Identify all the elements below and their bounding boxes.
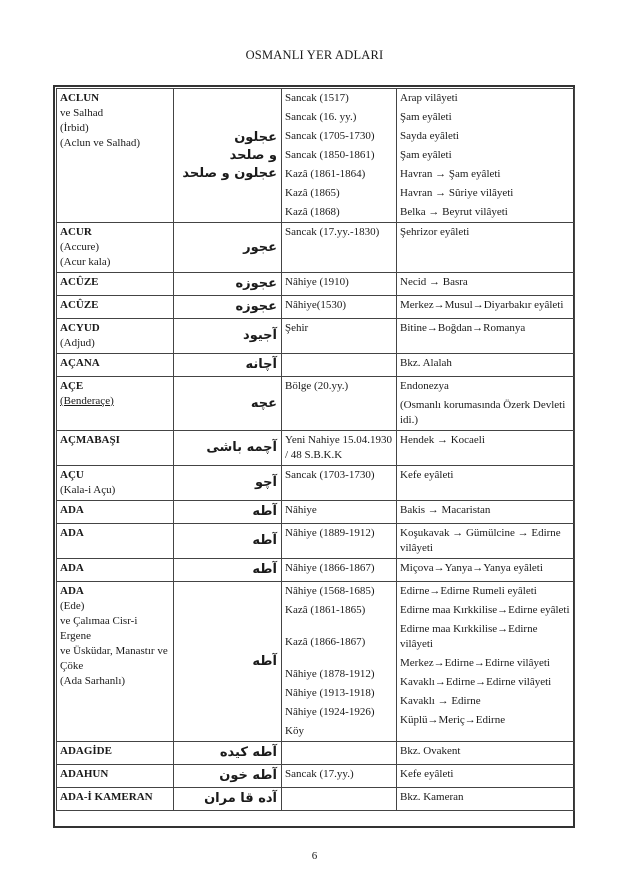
region-text: Miçova→Yanya→Yanya eyâleti — [400, 562, 543, 574]
table-row — [57, 273, 575, 296]
region-text: (Osmanlı korumasında Özerk Devleti idi.) — [400, 399, 566, 426]
admin-unit: Nâhiye (1913-1918) — [285, 687, 375, 699]
arabic-name: آطه — [252, 562, 277, 577]
place-name-cell — [57, 765, 174, 788]
admin-unit-cell — [282, 273, 397, 296]
place-name: ADA — [60, 527, 84, 539]
region-text: Küplü→Meriç→Edirne — [400, 714, 506, 726]
place-name: ADAGİDE — [60, 745, 112, 757]
admin-unit: Nâhiye (1866-1867) — [285, 562, 375, 574]
admin-unit-cell — [282, 742, 397, 765]
admin-unit: Sancak (1705-1730) — [285, 130, 375, 142]
table-row — [57, 559, 575, 582]
arabic-script-cell — [174, 377, 282, 431]
admin-unit: Şehir — [285, 322, 309, 334]
admin-unit-cell — [282, 354, 397, 377]
place-alias: (Ada Sarhanlı) — [60, 675, 126, 687]
region-text: Koşukavak → Gümülcine → Edirne vilâyeti — [400, 527, 561, 554]
arabic-script-cell — [174, 466, 282, 501]
arabic-script-cell — [174, 788, 282, 811]
place-alias: ve Çalımaa Cisr-i Ergene — [60, 615, 138, 642]
arabic-name: آچمه باشى — [206, 440, 277, 455]
admin-unit-cell — [282, 788, 397, 811]
place-name-cell — [57, 319, 174, 354]
table-row — [57, 89, 575, 223]
region-text: Bakis → Macaristan — [400, 504, 491, 516]
place-name: AÇU — [60, 469, 84, 481]
region-cell — [397, 524, 575, 559]
arabic-name: عجور — [243, 239, 277, 255]
place-names-table — [56, 88, 575, 811]
table-row — [57, 296, 575, 319]
admin-unit: Sancak (1703-1730) — [285, 469, 375, 481]
admin-unit: Sancak (17.yy.-1830) — [285, 226, 380, 238]
region-cell — [397, 582, 575, 742]
table-row — [57, 582, 575, 742]
arabic-name: آچو — [255, 475, 277, 490]
admin-unit-cell — [282, 501, 397, 524]
region-text: Merkez→Musul→Diyarbakır eyâleti — [400, 299, 564, 311]
region-text: Hendek → Kocaeli — [400, 434, 485, 446]
arabic-script-cell — [174, 582, 282, 742]
place-alias: ve Salhad — [60, 107, 104, 119]
place-name: ACYUD — [60, 322, 100, 334]
region-text: Merkez→Edirne→Edirne vilâyeti — [400, 657, 550, 669]
region-text: Kefe eyâleti — [400, 768, 454, 780]
arabic-name: آده قا مران — [204, 791, 277, 806]
region-cell — [397, 319, 575, 354]
arabic-script-cell — [174, 89, 282, 223]
table-row — [57, 319, 575, 354]
arabic-name: آچانه — [245, 357, 277, 372]
admin-unit: Nâhiye (1910) — [285, 276, 349, 288]
arabic-name: عجلون و صلحد — [182, 165, 277, 181]
table-row — [57, 765, 575, 788]
arabic-script-cell — [174, 559, 282, 582]
admin-unit-cell — [282, 319, 397, 354]
admin-unit-cell — [282, 296, 397, 319]
running-header: OSMANLI YER ADLARI — [245, 48, 384, 62]
place-alias: ve Üsküdar, Manastır ve Çöke — [60, 645, 168, 672]
table-row — [57, 742, 575, 765]
region-cell — [397, 765, 575, 788]
page-number: 6 — [311, 850, 318, 862]
place-alias: (Ede) — [60, 600, 85, 612]
place-name: ADA — [60, 504, 84, 516]
admin-unit: Kazâ (1868) — [285, 206, 340, 218]
admin-unit: Bölge (20.yy.) — [285, 380, 349, 392]
arabic-name: آطه خون — [219, 768, 277, 783]
region-text: Belka → Beyrut vilâyeti — [400, 206, 508, 218]
place-name: ACUR — [60, 226, 92, 238]
region-cell — [397, 501, 575, 524]
place-alias: (Adjud) — [60, 337, 95, 349]
region-cell — [397, 354, 575, 377]
region-cell — [397, 223, 575, 273]
arabic-script-cell — [174, 273, 282, 296]
place-name: AÇE — [60, 380, 84, 392]
table-row — [57, 223, 575, 273]
place-name-cell — [57, 788, 174, 811]
place-name: AÇANA — [60, 357, 100, 369]
admin-unit-cell — [282, 377, 397, 431]
region-cell — [397, 559, 575, 582]
region-cell — [397, 296, 575, 319]
arabic-name: آجيود — [243, 328, 277, 343]
place-name: ADAHUN — [60, 768, 109, 780]
arabic-script-cell — [174, 319, 282, 354]
place-name-cell — [57, 501, 174, 524]
region-text: Necid → Basra — [400, 276, 468, 288]
admin-unit: Nâhiye(1530) — [285, 299, 347, 311]
place-name: ACÛZE — [60, 299, 99, 311]
region-text: Bitine→Boğdan→Romanya — [400, 322, 526, 334]
region-text: Kavaklı → Edirne — [400, 695, 481, 707]
arabic-name: و صلحد — [229, 147, 277, 163]
admin-unit: Kazâ (1861-1865) — [285, 604, 366, 616]
table-row — [57, 466, 575, 501]
region-text: Bkz. Kameran — [400, 791, 464, 803]
region-text: Edirne maa Kırkkilise→Edirne eyâleti — [400, 604, 570, 616]
place-name: ADA-İ KAMERAN — [60, 791, 153, 803]
region-text: Bkz. Ovakent — [400, 745, 461, 757]
place-name: ACLUN — [60, 92, 100, 104]
region-text: Şam eyâleti — [400, 111, 452, 123]
region-cell — [397, 431, 575, 466]
admin-unit-cell — [282, 559, 397, 582]
arabic-name: آطه — [252, 504, 277, 519]
region-text: Şehrizor eyâleti — [400, 226, 470, 238]
region-text: Bkz. Alalah — [400, 357, 452, 369]
admin-unit: Sancak (17.yy.) — [285, 768, 354, 780]
place-alias: (Kala-i Açu) — [60, 484, 116, 496]
region-cell — [397, 273, 575, 296]
region-cell — [397, 89, 575, 223]
admin-unit: Nâhiye (1889-1912) — [285, 527, 375, 539]
arabic-script-cell — [174, 354, 282, 377]
region-text: Havran → Şam eyâleti — [400, 168, 501, 180]
region-text: Kefe eyâleti — [400, 469, 454, 481]
region-text: Sayda eyâleti — [400, 130, 459, 142]
admin-unit: Kazâ (1866-1867) — [285, 636, 366, 648]
table-row — [57, 377, 575, 431]
admin-unit-cell — [282, 223, 397, 273]
table-row — [57, 501, 575, 524]
place-name-cell — [57, 466, 174, 501]
admin-unit-cell — [282, 466, 397, 501]
place-name: ACÛZE — [60, 276, 99, 288]
admin-unit: Sancak (16. yy.) — [285, 111, 357, 123]
place-alias: (Benderaçe) — [60, 395, 114, 407]
arabic-script-cell — [174, 431, 282, 466]
arabic-name: عچه — [250, 395, 277, 411]
admin-unit: Nâhiye (1568-1685) — [285, 585, 375, 597]
table-body — [57, 89, 575, 811]
arabic-name: عجوزه — [235, 276, 277, 291]
arabic-script-cell — [174, 765, 282, 788]
region-text: Endonezya — [400, 380, 449, 392]
table-row — [57, 354, 575, 377]
region-text: Havran → Sûriye vilâyeti — [400, 187, 514, 199]
place-name-cell — [57, 431, 174, 466]
region-cell — [397, 377, 575, 431]
admin-unit: Nâhiye — [285, 504, 317, 516]
table-row — [57, 431, 575, 466]
region-cell — [397, 788, 575, 811]
region-text: Kavaklı→Edirne→Edirne vilâyeti — [400, 676, 552, 688]
place-name-cell — [57, 296, 174, 319]
place-name: ADA — [60, 585, 84, 597]
place-name: AÇMABAŞI — [60, 434, 120, 446]
place-name-cell — [57, 89, 174, 223]
admin-unit: Sancak (1850-1861) — [285, 149, 375, 161]
admin-unit-cell — [282, 89, 397, 223]
arabic-name: عجوزه — [235, 299, 277, 314]
arabic-name: عجلون — [234, 129, 277, 145]
arabic-name: آطه — [252, 653, 277, 669]
place-name-cell — [57, 377, 174, 431]
arabic-script-cell — [174, 223, 282, 273]
arabic-name: آطه — [252, 533, 277, 548]
admin-unit: Köy — [285, 725, 304, 737]
admin-unit: Kazâ (1861-1864) — [285, 168, 366, 180]
place-alias: (Aclun ve Salhad) — [60, 137, 141, 149]
admin-unit: Yeni Nahiye 15.04.1930 / 48 S.B.K.K — [285, 434, 393, 461]
table-row — [57, 788, 575, 811]
place-name-cell — [57, 354, 174, 377]
arabic-script-cell — [174, 742, 282, 765]
admin-unit-cell — [282, 765, 397, 788]
place-alias: (İrbid) — [60, 122, 89, 134]
admin-unit-cell — [282, 431, 397, 466]
region-text: Edirne maa Kırkkilise→Edirne vilâyeti — [400, 623, 538, 650]
place-alias: (Accure) — [60, 241, 100, 253]
place-name-cell — [57, 273, 174, 296]
region-text: Şam eyâleti — [400, 149, 452, 161]
table-row — [57, 524, 575, 559]
region-text: Edirne→Edirne Rumeli eyâleti — [400, 585, 537, 597]
admin-unit: Nâhiye (1878-1912) — [285, 668, 375, 680]
place-name-cell — [57, 582, 174, 742]
arabic-name: آطه كيده — [219, 745, 277, 760]
place-name-cell — [57, 742, 174, 765]
region-cell — [397, 742, 575, 765]
admin-unit: Nâhiye (1924-1926) — [285, 706, 375, 718]
region-cell — [397, 466, 575, 501]
place-name: ADA — [60, 562, 84, 574]
admin-unit-cell — [282, 582, 397, 742]
place-alias: (Acur kala) — [60, 256, 111, 268]
region-text: Arap vilâyeti — [400, 92, 458, 104]
arabic-script-cell — [174, 501, 282, 524]
arabic-script-cell — [174, 524, 282, 559]
admin-unit: Kazâ (1865) — [285, 187, 340, 199]
admin-unit-cell — [282, 524, 397, 559]
place-name-cell — [57, 524, 174, 559]
place-name-cell — [57, 223, 174, 273]
place-name-cell — [57, 559, 174, 582]
arabic-script-cell — [174, 296, 282, 319]
admin-unit: Sancak (1517) — [285, 92, 349, 104]
